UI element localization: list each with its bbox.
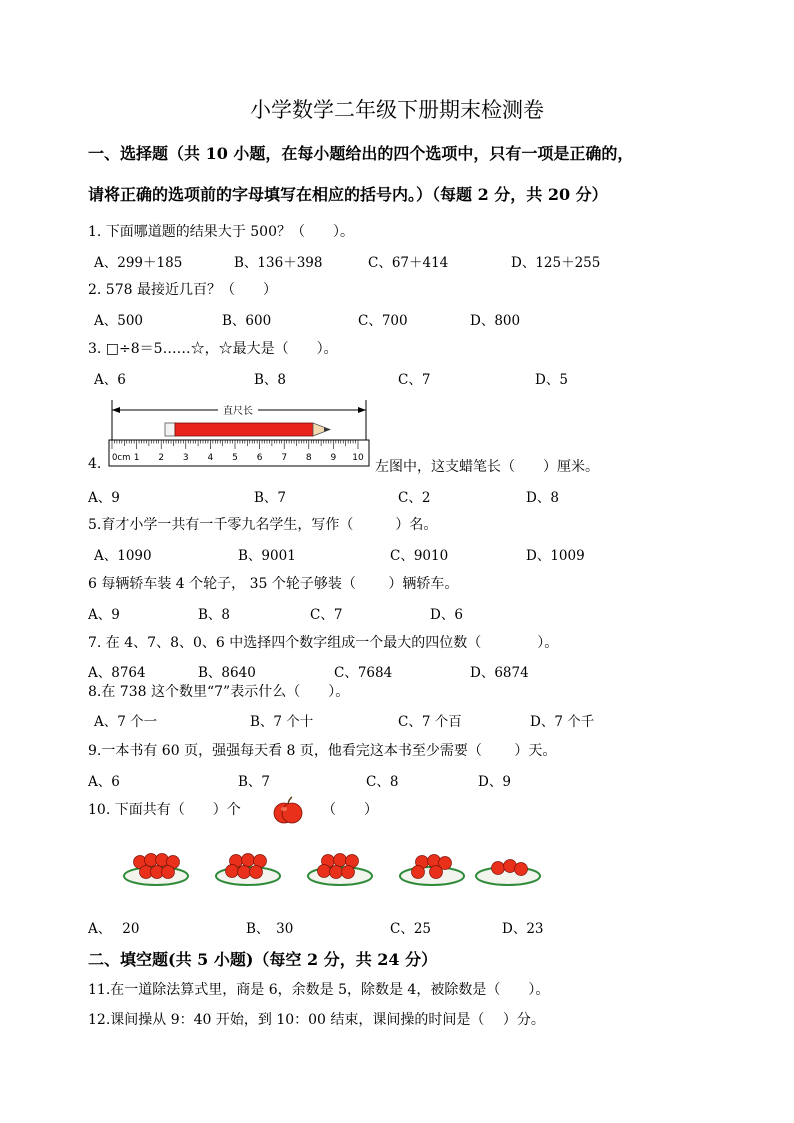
- q5-option-a: A、1090: [94, 548, 152, 564]
- q9-option-c: C、8: [366, 774, 399, 790]
- q1-option-d: D、125＋255: [511, 255, 601, 271]
- q8-option-b: B、7 个十: [250, 714, 314, 730]
- plate-apple: [238, 866, 251, 879]
- pencil-end: [165, 423, 175, 436]
- ruler-tick-label: 10: [352, 453, 364, 463]
- question-8: 8.在 738 这个数里“7”表示什么（ ）。: [88, 684, 350, 700]
- q3-option-a: A、6: [94, 372, 126, 388]
- q1-option-b: B、136＋398: [234, 255, 323, 271]
- plate-apple: [342, 866, 355, 879]
- q3-option-b: B、8: [254, 372, 287, 388]
- question-1: 1. 下面哪道题的结果大于 500？（ ）。: [88, 224, 354, 240]
- q10-option-c: C、25: [390, 921, 432, 937]
- q10-option-a: A、 20: [88, 921, 140, 937]
- q10-option-d: D、23: [502, 921, 544, 937]
- ruler-pencil-figure: [108, 396, 372, 468]
- q1-option-c: C、67＋414: [368, 255, 449, 271]
- q2-option-c: C、700: [358, 313, 408, 329]
- ruler-tick-label: 5: [232, 453, 238, 463]
- apple-icon: [272, 796, 306, 826]
- plate-apple: [250, 866, 263, 879]
- section1-heading-line2: 请将正确的选项前的字母填写在相应的括号内。）（每题 2 分，共 20 分）: [88, 185, 608, 204]
- ruler-length-label: 直尺长: [223, 406, 253, 417]
- page-title: 小学数学二年级下册期末检测卷: [250, 98, 544, 122]
- plate-apple: [492, 862, 505, 875]
- plate-apple: [412, 866, 425, 879]
- q4-option-a: A、9: [88, 490, 120, 506]
- question-11: 11.在一道除法算式里，商是 6，余数是 5，除数是 4，被除数是（ ）。: [88, 982, 550, 998]
- question-12: 12.课间操从 9：40 开始，到 10：00 结束，课间操的时间是（ ）分。: [88, 1012, 545, 1028]
- ruler-tick-label: 1: [133, 453, 140, 463]
- q6-option-b: B、8: [198, 607, 231, 623]
- plate-apple: [242, 854, 255, 867]
- question-3: 3. □÷8＝5……☆，☆最大是（ ）。: [88, 341, 338, 357]
- ruler-tick-label: 3: [182, 453, 189, 463]
- pencil-body: [175, 423, 313, 436]
- q10-option-b: B、 30: [246, 921, 294, 937]
- q9-option-a: A、6: [88, 774, 120, 790]
- question-6: 6 每辆轿车装 4 个轮子， 35 个轮子够装（ ）辆轿车。: [88, 576, 459, 592]
- q2-option-a: A、500: [94, 313, 144, 329]
- plate-apple: [515, 863, 528, 876]
- question-7: 7. 在 4、7、8、0、6 中选择四个数字组成一个最大的四位数（ ）。: [88, 635, 559, 651]
- q8-option-c: C、7 个百: [398, 714, 462, 730]
- question-4-number: 4.: [88, 456, 102, 472]
- q7-option-b: B、8640: [198, 665, 256, 681]
- plate-apple: [334, 854, 347, 867]
- plate-apple: [226, 865, 239, 878]
- q6-option-a: A、9: [88, 607, 120, 623]
- ruler-tick-label: 9: [330, 453, 337, 463]
- q3-option-c: C、7: [398, 372, 431, 388]
- q6-option-d: D、6: [430, 607, 463, 623]
- q1-option-a: A、299＋185: [94, 255, 183, 271]
- plate-apple: [318, 865, 331, 878]
- q3-option-d: D、5: [535, 372, 568, 388]
- q4-option-d: D、8: [526, 490, 559, 506]
- plate-apple: [330, 866, 343, 879]
- question-9: 9.一本书有 60 页，强强每天看 8 页，他看完这本书至少需要（ ）天。: [88, 743, 557, 759]
- q9-option-b: B、7: [238, 774, 271, 790]
- ruler-unit-label: 0cm: [112, 453, 131, 463]
- question-10-answer-blank: （ ）: [322, 802, 378, 818]
- q9-option-d: D、9: [478, 774, 511, 790]
- q4-option-b: B、7: [254, 490, 287, 506]
- q7-option-c: C、7684: [334, 665, 393, 681]
- ruler-tick-label: 7: [281, 453, 288, 463]
- section2-heading: 二、填空题(共 5 小题)（每空 2 分，共 24 分）: [88, 950, 438, 969]
- question-10: 10. 下面共有（ ）个: [88, 802, 241, 818]
- q5-option-c: C、9010: [390, 548, 449, 564]
- q6-option-c: C、7: [310, 607, 343, 623]
- q8-option-a: A、7 个一: [94, 714, 158, 730]
- question-4: 左图中，这支蜡笔长（ ）厘米。: [375, 459, 599, 475]
- q7-option-d: D、6874: [470, 665, 529, 681]
- q2-option-b: B、600: [222, 313, 272, 329]
- q5-option-d: D、1009: [526, 548, 585, 564]
- q8-option-d: D、7 个千: [530, 714, 595, 730]
- q4-option-c: C、2: [398, 490, 431, 506]
- ruler-tick-label: 4: [207, 453, 214, 463]
- plate-apple: [430, 866, 443, 879]
- ruler-tick-label: 8: [305, 453, 312, 463]
- question-5: 5.育才小学一共有一千零九名学生，写作（ ）名。: [88, 517, 438, 533]
- plate-apple: [162, 866, 175, 879]
- ruler-tick-label: 2: [158, 453, 165, 463]
- q5-option-b: B、9001: [238, 548, 296, 564]
- section1-heading-line1: 一、选择题（共 10 小题，在每小题给出的四个选项中，只有一项是正确的，: [88, 144, 634, 163]
- apple-plates-figure: [118, 838, 542, 894]
- q2-option-d: D、800: [470, 313, 521, 329]
- q7-option-a: A、8764: [88, 665, 146, 681]
- question-2: 2. 578 最接近几百？（ ）: [88, 282, 277, 298]
- ruler-tick-label: 6: [256, 453, 263, 463]
